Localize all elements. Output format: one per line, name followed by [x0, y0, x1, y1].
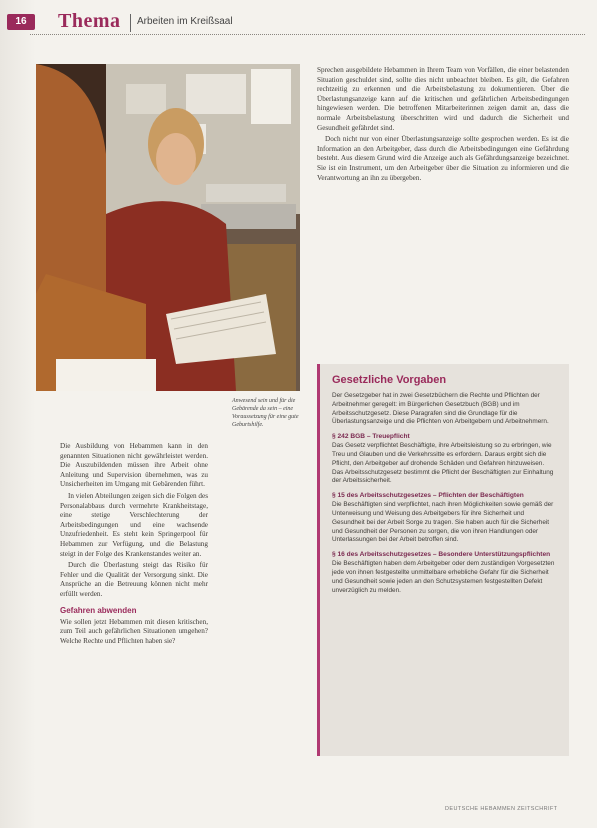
- photo-illustration: [36, 64, 300, 391]
- header-rule: [30, 34, 585, 35]
- left-subparagraph: Wie sollen jetzt Hebammen mit diesen kritischen, zum Teil auch gefährlichen Situationen umgehen? Welche Rechte und Pflichten haben sie?: [60, 617, 208, 645]
- box-section-text-1: Das Gesetz verpflichtet Beschäftigte, ihre Arbeitsleistung so zu erbringen, wie Treu und Glauben und die Verkehrssitte es erfordern. Daraus ergibt sich die Pflicht, den Arbeitgeber auf drohende Schäden und Gefahren hinzuweisen. Das Arbeitsschutzgesetz bestimmt die Pflicht der Beschäftigten zur Einhaltung der Arbeitssicherheit.: [332, 442, 554, 485]
- box-section-text-3: Die Beschäftigten haben dem Arbeitgeber oder dem zuständigen Vorgesetzten jede von ihnen festgestellte unmittelbare erhebliche Gefahr für die Sicherheit und Gesundheit sowie jeden an den Schutzsystemen festgestellten Defekt unverzüglich zu melden.: [332, 560, 555, 594]
- right-paragraph-1: Sprechen ausgebildete Hebammen in Ihrem Team von Vorfällen, die einer belastenden Situation geschuldet sind, sollte dies nicht unbeachtet bleiben. Es gilt, die Gefahren rechtzeitig zu erkennen und die Arbeitsbelastung zu dokumentieren. Über die Überlastungsanzeige kann auf die kritischen und gefährlichen Arbeitsbedingungen hingewiesen werden. Die betroffenen Mitarbeiterinnen zeigen damit an, dass die normale Arbeitsbelastung überschritten wird und dadurch die Sicherheit und Gesundheit gefährdet sind.: [317, 66, 569, 132]
- right-paragraph-2: Doch nicht nur von einer Überlastungsanzeige sollte gesprochen werden. Es ist die Information an den Arbeitgeber, dass durch die Arbeitsbedingungen eine Gefährdung besteht. Aus diesem Grund wird die Anzeige auch als Gefährdungsanzeige bezeichnet. Sie ist ein Instrument, um den Arbeitgeber über die Situation zu informieren und die Verantwortung an ihn zu übergeben.: [317, 135, 569, 182]
- box-section-heading-2: § 15 des Arbeitsschutzgesetzes – Pflichten der Beschäftigten: [332, 492, 524, 500]
- page-number: 16: [7, 14, 35, 30]
- box-section-heading-1: § 242 BGB – Treuepflicht: [332, 433, 410, 441]
- left-paragraph-2: In vielen Abteilungen zeigen sich die Folgen des Personalabbaus durch vermehrte Krankheitstage, eine stetige Verschlechterung der Arbeitsbedingungen und eine wachsende Unzufriedenheit. Es steht kein Springerpool für Hebammen zur Verfügung, und die Belastung steigt in der Folge des Krankenstandes weiter an.: [60, 491, 208, 558]
- photo-caption: Anwesend sein und für die Gebärende da sein – eine Voraussetzung für eine gute Geburtshilfe.: [232, 398, 299, 428]
- header-divider: [130, 14, 131, 32]
- left-paragraph-1: Die Ausbildung von Hebammen kann in den genannten Situationen nicht gewährleistet werden. Die Auszubildenden müssen ihre Arbeit ohne Anleitung und Supervision übernehmen, was zu Unsicherheiten im Umgang mit Gebärenden führt.: [60, 442, 208, 489]
- legal-box: [317, 364, 569, 756]
- article-photo: [36, 64, 300, 391]
- box-intro: Der Gesetzgeber hat in zwei Gesetzbüchern die Rechte und Pflichten der Arbeitnehmer geregelt: im Bürgerlichen Gesetzbuch (BGB) und im Arbeitsschutzgesetz. Diese Paragrafen sind die Grundlage für die Überlastungsanzeige und die Pflichten von Arbeitgebern und Arbeitnehmern.: [332, 392, 549, 426]
- left-column: [60, 442, 208, 648]
- left-paragraph-3: Durch die Überlastung steigt das Risiko für Fehler und die Qualität der Versorgung sinkt. Die Ansprüche an die Betreuung können nicht mehr erfüllt werden.: [60, 561, 208, 598]
- box-title: Gesetzliche Vorgaben: [332, 374, 447, 386]
- box-section-heading-3: § 16 des Arbeitsschutzgesetzes – Besondere Unterstützungspflichten: [332, 551, 551, 559]
- footer: DEUTSCHE HEBAMMEN ZEITSCHRIFT: [445, 806, 558, 812]
- section-title: Thema: [58, 10, 121, 32]
- box-section-text-2: Die Beschäftigten sind verpflichtet, nach ihren Möglichkeiten sowie gemäß der Unterweisung und Weisung des Arbeitgebers für ihre Sicherheit und Gesundheit bei der Arbeit Sorge zu tragen. Sie haben auch für die Sicherheit und Gesundheit der Personen zu sorgen, die von ihren Handlungen oder Unterlassungen bei der Arbeit betroffen sind.: [332, 501, 554, 544]
- left-subheading: Gefahren abwenden: [60, 605, 137, 615]
- right-column: [317, 66, 569, 185]
- section-subtitle: Arbeiten im Kreißsaal: [137, 16, 233, 27]
